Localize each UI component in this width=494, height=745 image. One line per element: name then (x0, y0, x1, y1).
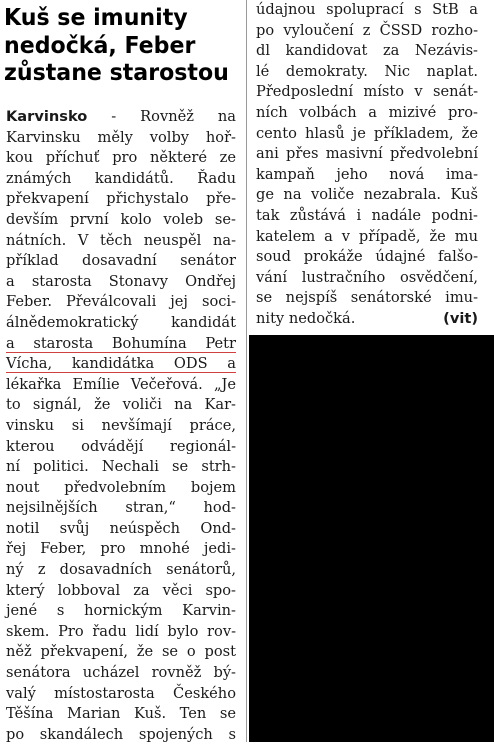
text-line: ních volbách a mizivé pro- (256, 103, 478, 121)
redacted-area (249, 335, 494, 742)
headline-line: zůstane starostou (4, 58, 229, 86)
text-line: lékařka Emílie Večeřová. „Je (6, 375, 236, 393)
text-line: příklad dosavadní senátor (6, 252, 236, 270)
text-line: tak zůstává i nadále podni- (256, 206, 478, 224)
text-line: devším první kolo voleb se- (6, 210, 236, 228)
text-line: známých kandidátů. Řadu (6, 169, 236, 187)
text-line: Karvinsku měly volby hoř- (6, 128, 236, 146)
text-line (6, 334, 236, 355)
text-line: cento hlasů je příkladem, že (256, 124, 478, 142)
text-line: nout předvolebním bojem (6, 478, 236, 496)
text-line: po skandálech spojených s (6, 725, 236, 743)
text-line: Předposlední místo v senát- (256, 83, 478, 101)
text-line: vání lustračního osvědčení, (256, 268, 478, 286)
text-line: ní politici. Nechali se strh- (6, 458, 236, 476)
headline-line: Kuš se imunity (4, 3, 188, 31)
author-signature: (vit) (443, 309, 478, 327)
text-line (256, 309, 478, 330)
text-line: vinsku si nevšímají práce, (6, 416, 236, 434)
text-line: se nejspíš senátorské imu- (256, 289, 478, 307)
text-line: to signál, že voliči na Kar- (6, 396, 236, 414)
text-line: skem. Pro řadu lidí bylo rov- (6, 622, 236, 640)
text-line: ani přes masivní předvolební (256, 145, 478, 163)
text-line: ge na voliče nezabrala. Kuš (256, 186, 478, 204)
text-line: katelem a v případě, že mu (256, 227, 478, 245)
text-line: álnědemokratický kandidát (6, 313, 236, 331)
text-line: notil svůj neúspěch Ond- (6, 519, 236, 537)
underlined-text: a starosta Bohumína Petr (6, 334, 236, 352)
text-line: po vyloučení z ČSSD rozho- (256, 21, 478, 39)
column-divider (246, 0, 247, 742)
text-line: soud prokáže údajné falšo- (256, 248, 478, 266)
text-line: valý místostarosta Českého (6, 684, 236, 702)
text-line: dl kandidovat za Nezávis- (256, 42, 478, 60)
text-line: senátora ucházel rovněž bý- (6, 664, 236, 682)
text-line: Těšína Marian Kuš. Ten se (6, 705, 236, 723)
text-line: kampaň jeho nová ima- (256, 165, 478, 183)
text-line: údajnou spoluprací s StB a (256, 1, 478, 18)
headline-line: nedočká, Feber (4, 30, 196, 59)
text-line: jené s hornickým Karvin- (6, 602, 236, 620)
text-line: nejsilnějších stran,“ hod- (6, 499, 236, 517)
text-line: a starosta Stonavy Ondřej (6, 272, 236, 290)
text-line (6, 107, 236, 128)
text-line: kterou odvádějí regionál- (6, 437, 236, 455)
text-line-end: nity nedočká. (256, 309, 356, 327)
lead-word: Karvinsko (6, 108, 88, 125)
text-line: překvapení přichystalo pře- (6, 190, 236, 208)
article-column-right (256, 0, 478, 330)
text-line: nátních. V těch neuspěl na- (6, 231, 236, 249)
text-line: lé demokraty. Nic naplat. (256, 62, 478, 80)
text-line: Feber. Převálcovali jej soci- (6, 293, 236, 311)
text-line: ný z dosavadních senátorů, (6, 561, 236, 579)
headline (4, 3, 229, 87)
underlined-text: Vícha, kandidátka ODS a (6, 355, 236, 373)
text-line: kou příchuť pro některé ze (6, 149, 236, 167)
text-line: něž překvapení, že se o post (6, 643, 236, 661)
text-line-rest: - Rovněž na (87, 108, 236, 125)
article-column-left (6, 107, 236, 745)
text-line (6, 354, 236, 375)
text-line: řej Feber, pro mnohé jedi- (6, 540, 236, 558)
text-line: který lobboval za věci spo- (6, 581, 236, 599)
